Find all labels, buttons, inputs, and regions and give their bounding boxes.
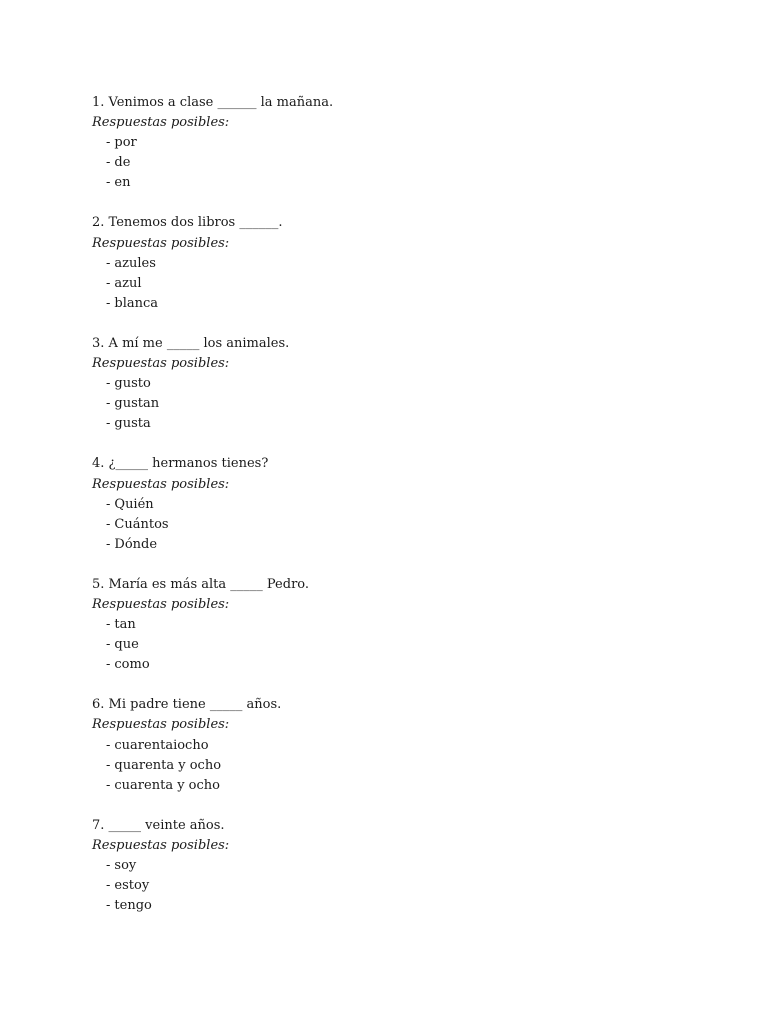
question-number: 5. [92, 576, 105, 592]
question-text [92, 213, 712, 233]
answers-label: Respuestas posibles: [92, 356, 230, 372]
question-sentence: Tenemos dos libros ______. [108, 215, 283, 231]
answer-option: - que [106, 637, 139, 653]
answer-option: - cuarentaiocho [106, 737, 209, 753]
question-text [92, 93, 712, 113]
question-sentence: Venimos a clase ______ la mañana. [108, 95, 334, 110]
answer-option: - estoy [106, 878, 150, 894]
question-3 [92, 334, 712, 434]
answer-option: - cuarenta y ocho [106, 777, 220, 793]
question-number: 7. [92, 817, 105, 833]
question-sentence: ¿_____ hermanos tienes? [108, 456, 269, 472]
question-5 [92, 575, 712, 675]
question-text [92, 454, 712, 474]
answers-label: Respuestas posibles: [92, 837, 230, 853]
question-number: 3. [92, 335, 105, 351]
question-sentence: Mi padre tiene _____ años. [108, 697, 282, 713]
answer-option: - quarenta y ocho [106, 757, 222, 773]
answer-option: - Quién [106, 496, 154, 512]
answer-option: - como [106, 657, 150, 673]
question-text [92, 575, 712, 595]
answers-label: Respuestas posibles: [92, 717, 230, 733]
answer-option: - gusta [106, 416, 151, 432]
answer-option: - de [106, 155, 131, 171]
question-2 [92, 213, 712, 313]
answer-option: - Cuántos [106, 516, 169, 532]
question-4 [92, 454, 712, 554]
question-6 [92, 695, 712, 795]
answer-option: - blanca [106, 295, 159, 311]
question-sentence: María es más alta _____ Pedro. [108, 576, 310, 592]
answer-option: - Dónde [106, 536, 158, 552]
question-sentence: _____ veinte años. [108, 817, 225, 833]
answers-label: Respuestas posibles: [92, 596, 230, 612]
question-number: 4. [92, 456, 105, 472]
answer-option: - tan [106, 617, 136, 633]
question-number: 1. [92, 95, 105, 110]
answers-label: Respuestas posibles: [92, 476, 230, 492]
question-sentence: A mí me _____ los animales. [108, 335, 290, 351]
question-text [92, 816, 712, 836]
answer-option: - tengo [106, 898, 152, 914]
question-7 [92, 816, 712, 916]
answer-option: - azules [106, 255, 156, 271]
answers-label: Respuestas posibles: [92, 235, 230, 251]
question-number: 6. [92, 697, 105, 713]
answer-option: - en [106, 175, 131, 191]
question-text [92, 334, 712, 354]
answer-option: - por [106, 135, 137, 151]
answers-label: Respuestas posibles: [92, 115, 230, 131]
worksheet [92, 93, 712, 936]
question-text [92, 695, 712, 715]
answer-option: - gusto [106, 376, 151, 392]
question-number: 2. [92, 215, 105, 231]
answer-option: - soy [106, 858, 137, 873]
answer-option: - gustan [106, 396, 160, 412]
answer-option: - azul [106, 275, 142, 291]
question-1 [92, 93, 712, 193]
